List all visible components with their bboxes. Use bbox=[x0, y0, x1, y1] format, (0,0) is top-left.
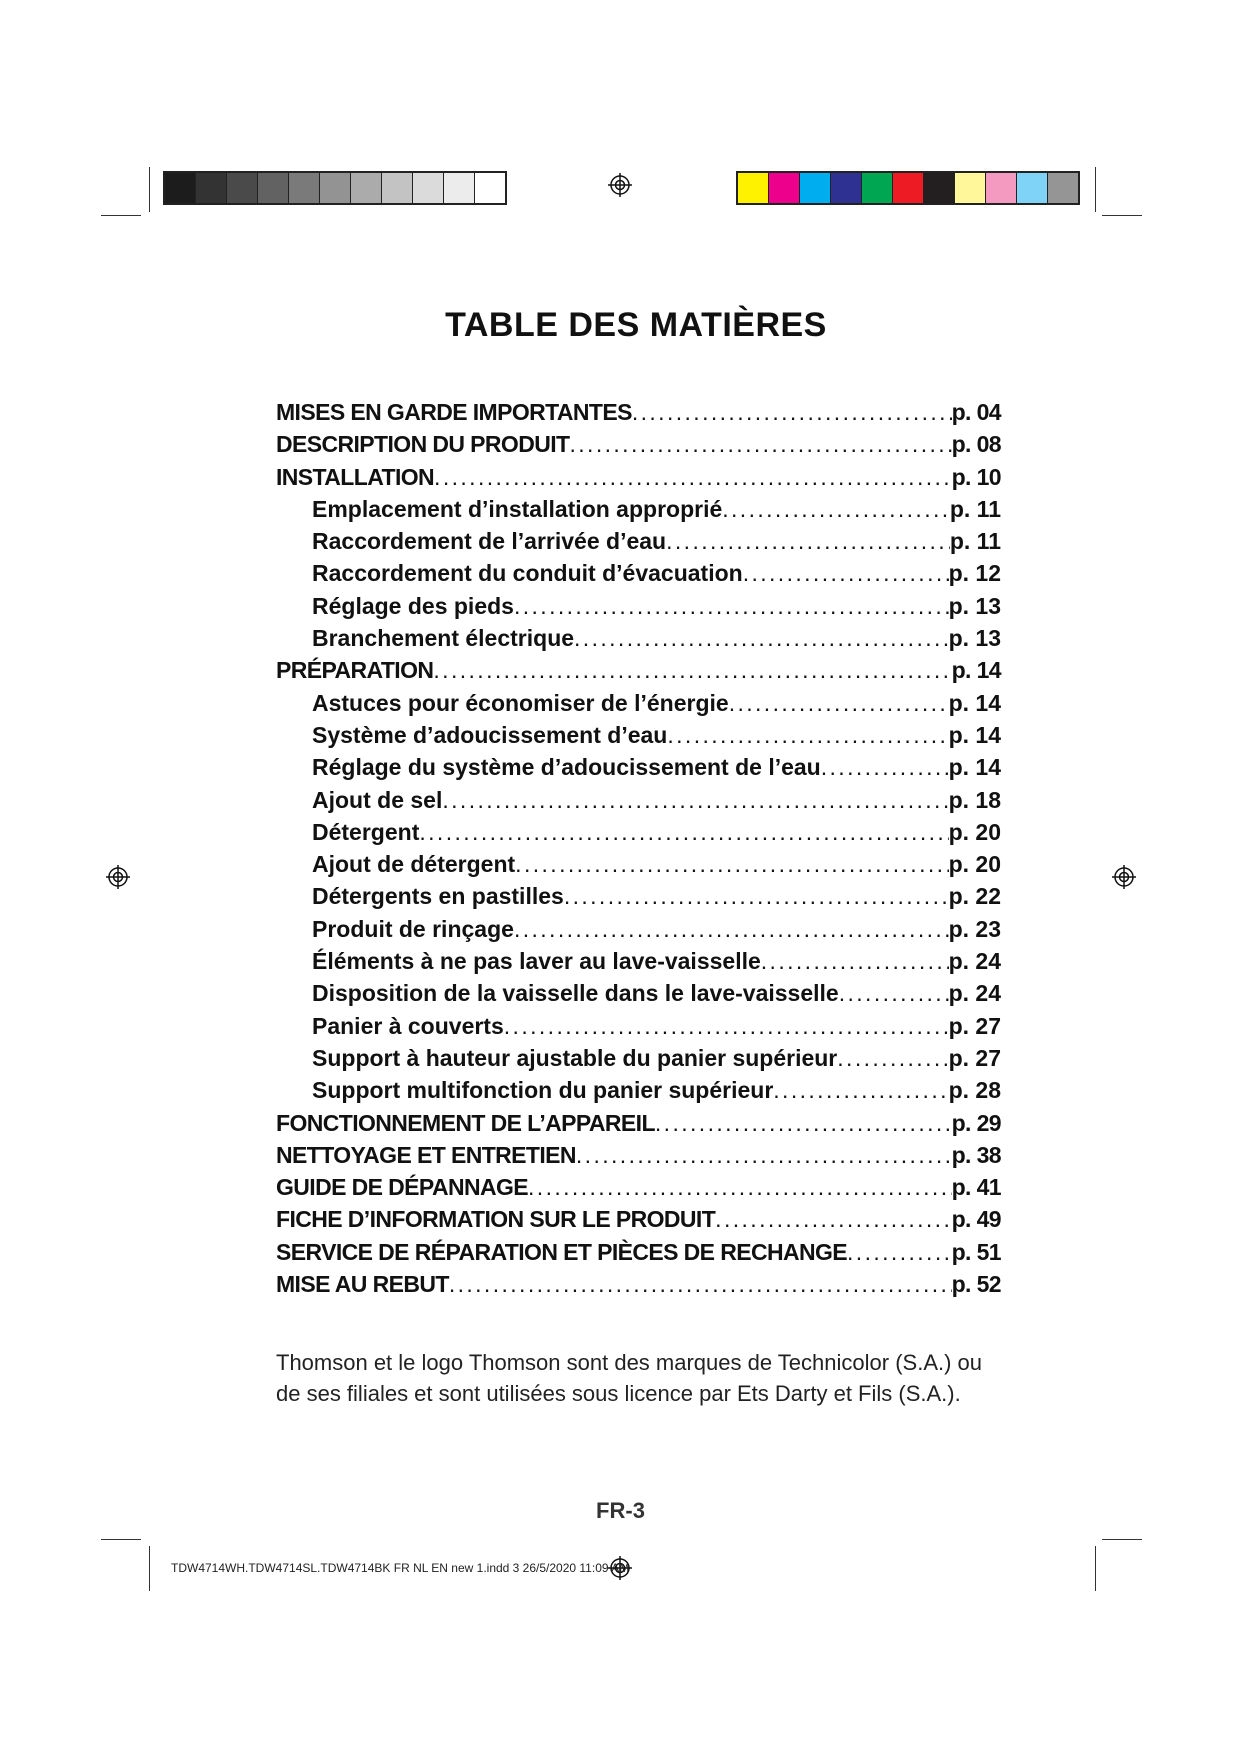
toc-leader-dots bbox=[821, 754, 949, 781]
toc-entry-page: p. 52 bbox=[951, 1271, 1001, 1298]
toc-entry-label: Disposition de la vaisselle dans le lave-vaisselle bbox=[312, 980, 839, 1007]
toc-entry-page: p. 51 bbox=[951, 1238, 1001, 1265]
toc-entry-page: p. 14 bbox=[948, 721, 1001, 748]
page-title: TABLE DES MATIÈRES bbox=[445, 306, 827, 344]
toc-entry-page: p. 49 bbox=[951, 1206, 1001, 1233]
gray-swatch bbox=[382, 173, 413, 203]
trademark-notice bbox=[276, 1347, 1001, 1409]
toc-entry-label: PRÉPARATION bbox=[276, 657, 434, 684]
color-swatch bbox=[800, 173, 831, 203]
crop-mark bbox=[1102, 215, 1142, 216]
color-swatch bbox=[924, 173, 955, 203]
toc-entry-page: p. 38 bbox=[951, 1141, 1001, 1168]
trademark-line-1: Thomson et le logo Thomson sont des marques de Technicolor (S.A.) ou bbox=[276, 1350, 983, 1375]
crop-mark bbox=[149, 167, 150, 212]
toc-leader-dots bbox=[715, 1206, 951, 1233]
gray-swatch bbox=[196, 173, 227, 203]
toc-entry bbox=[276, 916, 1001, 948]
toc-entry-label: Ajout de détergent bbox=[312, 851, 516, 878]
toc-entry-label: Système d’adoucissement d’eau bbox=[312, 721, 668, 748]
crop-mark bbox=[1095, 167, 1096, 212]
toc-entry bbox=[276, 980, 1001, 1012]
toc-entry bbox=[276, 1013, 1001, 1045]
gray-swatch bbox=[351, 173, 382, 203]
toc-entry-label: SERVICE DE RÉPARATION ET PIÈCES DE RECHANGE bbox=[276, 1238, 848, 1265]
toc-entry bbox=[276, 496, 1001, 528]
toc-leader-dots bbox=[837, 1045, 948, 1072]
toc-entry-page: p. 14 bbox=[951, 657, 1001, 684]
toc-leader-dots bbox=[839, 980, 949, 1007]
toc-leader-dots bbox=[729, 690, 949, 717]
toc-entry-page: p. 24 bbox=[948, 980, 1001, 1007]
toc-entry-label: DESCRIPTION DU PRODUIT bbox=[276, 431, 570, 458]
color-swatch bbox=[955, 173, 986, 203]
toc-entry bbox=[276, 754, 1001, 786]
toc-entry bbox=[276, 1142, 1001, 1174]
color-calibration-bar bbox=[736, 171, 1080, 205]
grayscale-calibration-bar bbox=[163, 171, 507, 205]
color-swatch bbox=[769, 173, 800, 203]
toc-entry-page: p. 41 bbox=[951, 1174, 1001, 1201]
toc-leader-dots bbox=[576, 1142, 952, 1169]
toc-entry bbox=[276, 1045, 1001, 1077]
table-of-contents bbox=[276, 399, 1001, 1303]
color-swatch bbox=[862, 173, 893, 203]
toc-entry bbox=[276, 1239, 1001, 1271]
toc-entry bbox=[276, 851, 1001, 883]
gray-swatch bbox=[320, 173, 351, 203]
toc-leader-dots bbox=[528, 1174, 952, 1201]
toc-entry-label: Panier à couverts bbox=[312, 1012, 504, 1039]
toc-entry-label: Réglage du système d’adoucissement de l’eau bbox=[312, 754, 821, 781]
toc-leader-dots bbox=[847, 1239, 952, 1266]
toc-entry-page: p. 14 bbox=[948, 689, 1001, 716]
toc-entry bbox=[276, 1077, 1001, 1109]
toc-leader-dots bbox=[743, 560, 949, 587]
gray-swatch bbox=[289, 173, 320, 203]
toc-entry-label: Détergents en pastilles bbox=[312, 883, 564, 910]
toc-leader-dots bbox=[722, 496, 950, 523]
toc-entry bbox=[276, 883, 1001, 915]
toc-entry bbox=[276, 1206, 1001, 1238]
toc-leader-dots bbox=[504, 1013, 949, 1040]
color-swatch bbox=[893, 173, 924, 203]
toc-entry bbox=[276, 399, 1001, 431]
print-footer-slug: TDW4714WH.TDW4714SL.TDW4714BK FR NL EN new 1.indd 3 26/5/2020 11:09 AM bbox=[171, 1561, 630, 1575]
crop-mark bbox=[101, 215, 141, 216]
toc-entry-page: p. 13 bbox=[948, 592, 1001, 619]
toc-entry-page: p. 20 bbox=[948, 851, 1001, 878]
toc-entry-page: p. 12 bbox=[948, 560, 1001, 587]
gray-swatch bbox=[258, 173, 289, 203]
color-swatch bbox=[1017, 173, 1048, 203]
toc-leader-dots bbox=[564, 883, 949, 910]
page-number: FR-3 bbox=[596, 1498, 645, 1523]
toc-leader-dots bbox=[632, 399, 952, 426]
toc-entry-page: p. 28 bbox=[948, 1077, 1001, 1104]
toc-entry-label: FONCTIONNEMENT DE L’APPAREIL bbox=[276, 1109, 655, 1136]
toc-entry-label: Produit de rinçage bbox=[312, 915, 514, 942]
toc-entry bbox=[276, 948, 1001, 980]
gray-swatch bbox=[444, 173, 475, 203]
registration-mark-icon bbox=[608, 173, 632, 197]
toc-leader-dots bbox=[419, 819, 948, 846]
toc-entry bbox=[276, 560, 1001, 592]
toc-entry bbox=[276, 528, 1001, 560]
toc-entry bbox=[276, 657, 1001, 689]
toc-leader-dots bbox=[442, 787, 948, 814]
registration-mark-icon bbox=[106, 865, 130, 889]
toc-entry-label: Support à hauteur ajustable du panier supérieur bbox=[312, 1044, 838, 1071]
toc-entry bbox=[276, 593, 1001, 625]
toc-leader-dots bbox=[515, 851, 948, 878]
toc-leader-dots bbox=[569, 431, 951, 458]
toc-entry-label: GUIDE DE DÉPANNAGE bbox=[276, 1174, 529, 1201]
toc-leader-dots bbox=[667, 722, 948, 749]
registration-mark-icon bbox=[1112, 865, 1136, 889]
toc-entry bbox=[276, 1174, 1001, 1206]
toc-entry-page: p. 18 bbox=[948, 786, 1001, 813]
toc-entry-label: FICHE D’INFORMATION SUR LE PRODUIT bbox=[276, 1206, 716, 1233]
toc-entry bbox=[276, 690, 1001, 722]
toc-leader-dots bbox=[449, 1271, 952, 1298]
toc-leader-dots bbox=[433, 657, 951, 684]
toc-leader-dots bbox=[655, 1110, 952, 1137]
toc-leader-dots bbox=[761, 948, 949, 975]
crop-mark bbox=[149, 1546, 150, 1591]
toc-entry bbox=[276, 1110, 1001, 1142]
toc-entry-page: p. 11 bbox=[949, 495, 1001, 522]
toc-entry-page: p. 08 bbox=[951, 431, 1001, 458]
toc-entry-label: MISES EN GARDE IMPORTANTES bbox=[276, 399, 632, 425]
color-swatch bbox=[986, 173, 1017, 203]
crop-mark bbox=[1095, 1546, 1096, 1591]
toc-entry bbox=[276, 819, 1001, 851]
toc-entry-label: MISE AU REBUT bbox=[276, 1271, 449, 1298]
crop-mark bbox=[1102, 1539, 1142, 1540]
toc-entry bbox=[276, 787, 1001, 819]
toc-entry-page: p. 27 bbox=[948, 1044, 1001, 1071]
crop-mark bbox=[101, 1539, 141, 1540]
toc-entry-label: Ajout de sel bbox=[312, 786, 443, 813]
toc-entry-page: p. 23 bbox=[948, 915, 1001, 942]
toc-entry-label: Raccordement de l’arrivée d’eau bbox=[312, 528, 667, 555]
toc-entry-page: p. 22 bbox=[948, 883, 1001, 910]
toc-entry-label: Branchement électrique bbox=[312, 625, 575, 652]
toc-leader-dots bbox=[773, 1077, 948, 1104]
toc-entry-label: Détergent bbox=[312, 818, 420, 845]
toc-leader-dots bbox=[574, 625, 949, 652]
toc-entry-label: Éléments à ne pas laver au lave-vaisselle bbox=[312, 948, 761, 975]
toc-entry-page: p. 24 bbox=[948, 948, 1001, 975]
toc-entry-page: p. 13 bbox=[948, 625, 1001, 652]
toc-entry-label: Support multifonction du panier supérieur bbox=[312, 1077, 774, 1104]
toc-entry-label: Astuces pour économiser de l’énergie bbox=[312, 689, 729, 716]
color-swatch bbox=[1048, 173, 1078, 203]
toc-leader-dots bbox=[514, 916, 949, 943]
toc-entry-label: Réglage des pieds bbox=[312, 592, 514, 619]
toc-entry-page: p. 20 bbox=[948, 818, 1001, 845]
toc-entry-label: NETTOYAGE ET ENTRETIEN bbox=[276, 1141, 576, 1168]
toc-entry-page: p. 27 bbox=[948, 1012, 1001, 1039]
toc-entry-page: p. 11 bbox=[949, 528, 1001, 555]
toc-entry bbox=[276, 464, 1001, 496]
gray-swatch bbox=[227, 173, 258, 203]
toc-entry bbox=[276, 722, 1001, 754]
toc-entry-page: p. 10 bbox=[951, 463, 1001, 490]
color-swatch bbox=[738, 173, 769, 203]
toc-leader-dots bbox=[434, 464, 952, 491]
toc-entry-page: p. 04 bbox=[951, 399, 1001, 425]
toc-entry bbox=[276, 431, 1001, 463]
color-swatch bbox=[831, 173, 862, 203]
toc-entry bbox=[276, 625, 1001, 657]
toc-entry-page: p. 14 bbox=[948, 754, 1001, 781]
toc-entry bbox=[276, 1271, 1001, 1303]
toc-leader-dots bbox=[514, 593, 949, 620]
toc-entry-label: Emplacement d’installation approprié bbox=[312, 495, 723, 522]
gray-swatch bbox=[475, 173, 505, 203]
gray-swatch bbox=[413, 173, 444, 203]
toc-entry-label: Raccordement du conduit d’évacuation bbox=[312, 560, 743, 587]
gray-swatch bbox=[165, 173, 196, 203]
toc-entry-page: p. 29 bbox=[951, 1109, 1001, 1136]
trademark-line-2: de ses filiales et sont utilisées sous licence par Ets Darty et Fils (S.A.). bbox=[276, 1381, 961, 1406]
toc-leader-dots bbox=[666, 528, 950, 555]
toc-entry-label: INSTALLATION bbox=[276, 463, 435, 490]
